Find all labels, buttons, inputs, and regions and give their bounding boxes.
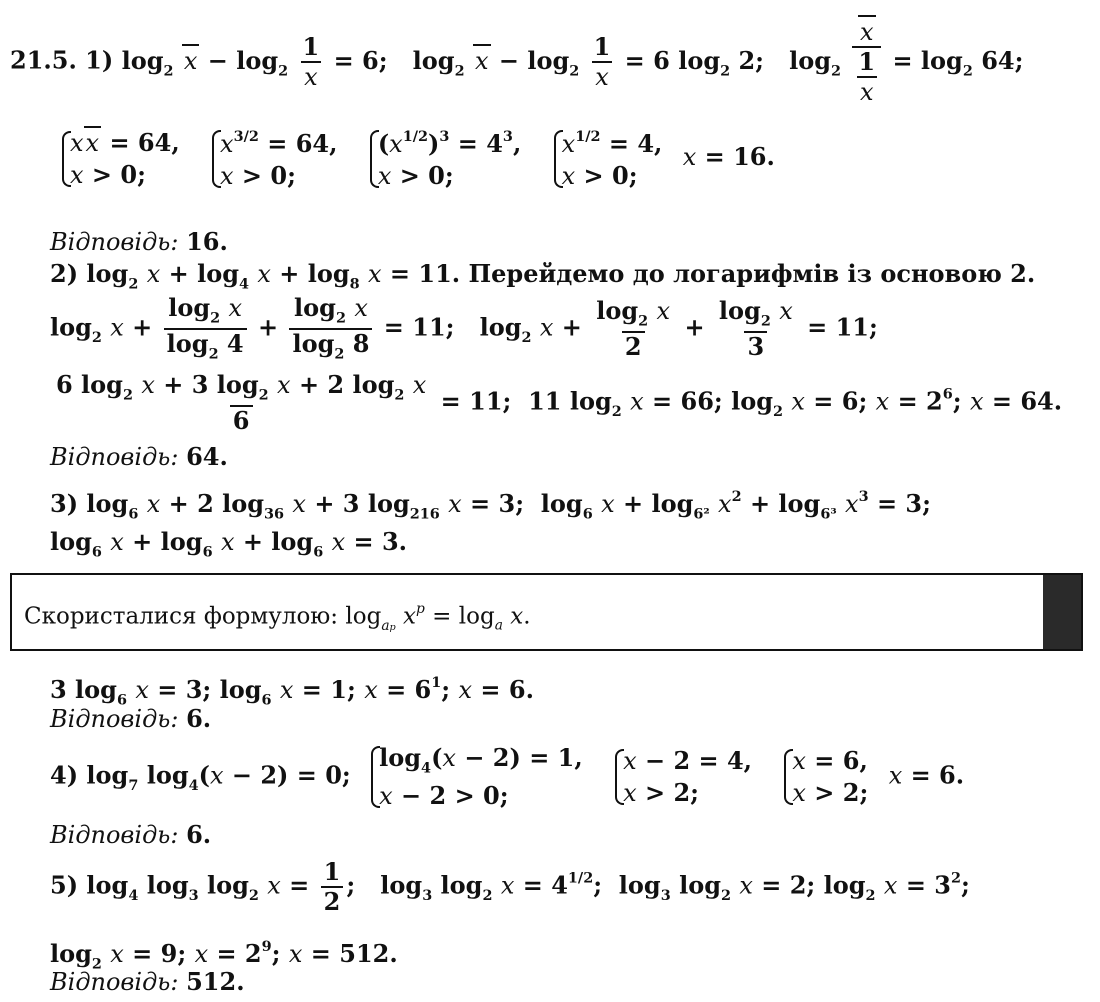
answer-1: Відповідь: 16.	[50, 227, 228, 256]
part-5-line-2: $\log_2 x = 9$; $x = 2^9$; x = 512.	[50, 938, 398, 973]
answer-4: Відповідь: 6.	[50, 820, 212, 849]
math-expression: $\log_2 x - \log_2$ $\frac{1}{x}$ = 6; $\log_2 x - \log_2$ $\frac{1}{x}$ = 6 $\log_2 2$; $\log_2$ $\frac{x}{\frac{1}{x}}$ = $\log_2 64$;	[122, 46, 1024, 75]
part-3-label: 3)	[50, 488, 79, 518]
answer-2: Відповідь: 64.	[50, 442, 228, 471]
part-3-line-3: 3 $\log_6 x = 3$; $\log_6 x = 1$; $x = 6^1$; x = 6.	[50, 674, 534, 709]
answer-value: 512	[186, 967, 237, 996]
answer-label: Відповідь:	[50, 228, 179, 256]
part-2-line-3: $\frac{6 \log_2 x + 3 \log_2 x + 2 \log_2 x}{6}$ = 11; 11 $\log_2 x = 66$; $\log_2 x = 6$; $x = 2^6$; x = 64.	[56, 370, 1063, 435]
system-6: x − 2 = 4, x > 2;	[611, 747, 752, 807]
answer-value: 64	[186, 442, 220, 471]
answer-label: Відповідь:	[50, 968, 179, 996]
system-3: $(x^{1/2})^3 = 4^3$, x > 0;	[366, 128, 521, 190]
answer-value: 6	[186, 704, 203, 733]
formula-box	[10, 573, 1083, 651]
system-4: $x^{1/2} = 4$, x > 0;	[550, 128, 663, 190]
formula-label: Скористалися формулою:	[24, 603, 339, 630]
part-5-line-1: 5) $\log_4 \log_3 \log_2 x$ = $\frac{1}{2}$ ; $\log_3 \log_2 x = 4^{1/2}$; $\log_3 \log_2 x = 2$; $\log_2 x = 3^2$;	[50, 857, 970, 916]
system-5: $\log_4(x - 2) = 1$, x − 2 > 0;	[367, 744, 583, 810]
part-4-line-1: 4) $\log_7 \log_4(x - 2) = 0$; $\log_4(x - 2) = 1$, x − 2 > 0; x − 2 = 4, x > 2; x = 6, x > 2; x = 6.	[50, 743, 965, 810]
formula-text: Скористалися формулою: $\log_{ap} x^p = \log_a x$.	[24, 601, 531, 634]
system-1: xx = 64, x > 0;	[58, 129, 180, 189]
answer-label: Відповідь:	[50, 821, 179, 849]
part-1-systems	[50, 128, 775, 190]
part-3-line-1: 3) $\log_6 x + 2$ $\log_{36} x + 3$ $\log_{216} x = 3$; $\log_6 x + \log_{6^2} x^2 + \log_{6^3} x^3 = 3$;	[50, 488, 931, 523]
answer-value: 16	[186, 227, 220, 256]
part-5-label: 5)	[50, 870, 79, 900]
answer-label: Відповідь:	[50, 443, 179, 471]
part-2-line-2: $\log_2 x$ + $\frac{\log_2 x}{\log_2 4}$ + $\frac{\log_2 x}{\log_2 8}$ = 11; $\log_2 x$ + $\frac{\log_2 x}{2}$ + $\frac{\log_2 x}{3}$ = 11;	[50, 293, 878, 363]
part-1-label: 1)	[85, 45, 114, 75]
problem-number: 21.5.	[10, 45, 77, 75]
part-2-line-1: 2) $\log_2 x + \log_4 x + \log_8 x = 11$. Перейдемо до логарифмів із основою 2.	[50, 259, 1036, 293]
part-2-label: 2)	[50, 259, 79, 288]
result: x = 16.	[682, 142, 775, 172]
system-7: x = 6, x > 2;	[780, 747, 868, 807]
part-2-note: Перейдемо до логарифмів із основою 2.	[468, 259, 1036, 288]
answer-value: 6	[186, 820, 203, 849]
part-1-line-1	[10, 20, 1023, 104]
part-3-line-2: $\log_6 x + \log_6 x + \log_6 x = 3$.	[50, 527, 408, 561]
box-side-tab	[1043, 575, 1081, 649]
part-4-label: 4)	[50, 760, 79, 790]
answer-label: Відповідь:	[50, 705, 179, 733]
answer-3: Відповідь: 6.	[50, 704, 212, 733]
system-2: $x^{3/2} = 64$, x > 0;	[208, 128, 337, 190]
answer-5: Відповідь: 512.	[50, 967, 245, 996]
